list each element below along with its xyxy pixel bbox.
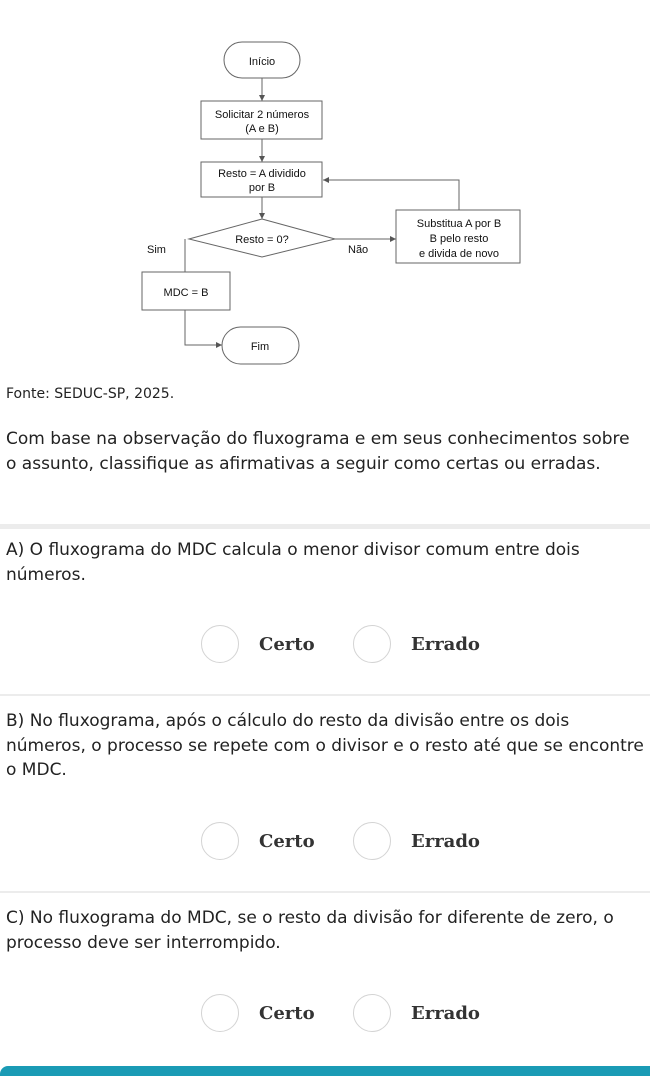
question-divider <box>0 891 650 893</box>
option-label: Certo <box>259 830 315 852</box>
radio-button[interactable] <box>353 625 391 663</box>
substitute-label-line1: Substitua A por B <box>416 218 502 230</box>
question-b-option-errado[interactable] <box>353 819 480 863</box>
question-a-options <box>0 622 650 666</box>
start-label: Início <box>248 56 276 68</box>
substitute-label-line2: B pelo resto <box>429 233 489 245</box>
question-a-text: A) O fluxograma do MDC calcula o menor divisor comum entre dois números. <box>6 540 580 585</box>
decision-label: Resto = 0? <box>235 234 289 246</box>
option-label: Errado <box>411 633 480 655</box>
yes-label: Sim <box>147 244 166 256</box>
substitute-label-line3: e divida de novo <box>418 248 500 260</box>
input-label-line1: Solicitar 2 números <box>214 109 310 121</box>
question-c-options <box>0 991 650 1035</box>
option-label: Certo <box>259 633 315 655</box>
question-b-text: B) No fluxograma, após o cálculo do resto da divisão entre os dois números, o processo se repete com o divisor e o resto até que se encontre o MDC. <box>6 711 644 780</box>
question-c-option-certo[interactable] <box>201 991 315 1035</box>
question-b-option-certo[interactable] <box>201 819 315 863</box>
end-label: Fim <box>250 341 270 353</box>
no-label: Não <box>348 244 369 256</box>
question-c-option-errado[interactable] <box>353 991 480 1035</box>
question-a-option-certo[interactable] <box>201 622 315 666</box>
remainder-label-line2: por B <box>248 182 276 194</box>
remainder-label-line1: Resto = A dividido <box>218 168 306 180</box>
question-divider <box>0 694 650 696</box>
question-c-text: C) No fluxograma do MDC, se o resto da divisão for diferente de zero, o processo deve ser interrompido. <box>6 908 614 953</box>
section-divider <box>0 524 650 529</box>
radio-button[interactable] <box>353 822 391 860</box>
intro-text: Com base na observação do fluxograma e em seus conhecimentos sobre o assunto, classifique as afirmativas a seguir como certas ou erradas. <box>6 429 630 474</box>
question-a-option-errado[interactable] <box>353 622 480 666</box>
result-label: MDC = B <box>163 287 209 299</box>
input-label-line2: (A e B) <box>245 123 279 135</box>
radio-button[interactable] <box>201 625 239 663</box>
mdc-flowchart <box>0 0 650 380</box>
radio-button[interactable] <box>201 994 239 1032</box>
option-label: Certo <box>259 1002 315 1024</box>
option-label: Errado <box>411 830 480 852</box>
bottom-accent-bar <box>0 1066 650 1076</box>
question-b-options <box>0 819 650 863</box>
option-label: Errado <box>411 1002 480 1024</box>
radio-button[interactable] <box>353 994 391 1032</box>
radio-button[interactable] <box>201 822 239 860</box>
figure-source: Fonte: SEDUC-SP, 2025. <box>6 386 175 402</box>
